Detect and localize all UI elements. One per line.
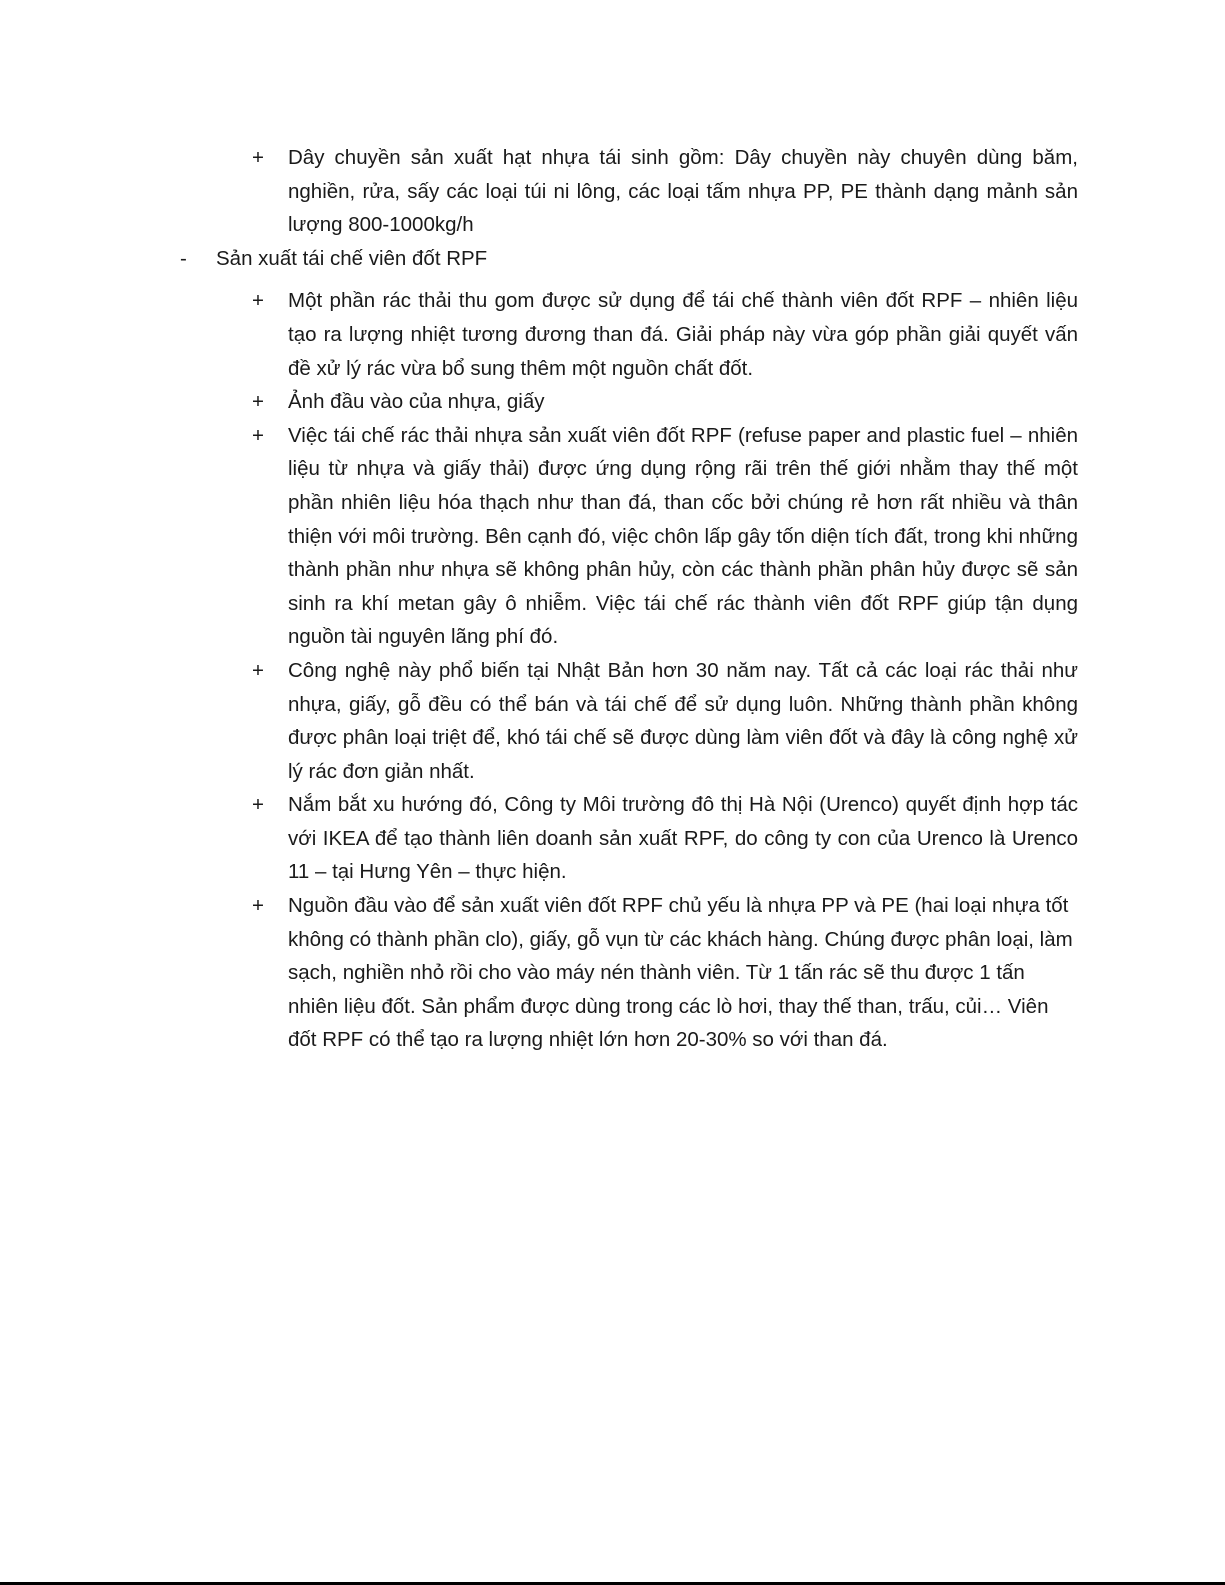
list-item-text: Sản xuất tái chế viên đốt RPF (216, 246, 488, 270)
plus-bullet-icon: + (252, 390, 264, 414)
plus-bullet-icon: + (252, 894, 264, 918)
list-item-text: Nắm bắt xu hướng đó, Công ty Môi trường đô thị Hà Nội (Urenco) quyết định hợp tác với IKEA để tạo thành liên doanh sản xuất RPF, do công ty con của Urenco là Urenco 11 – tại Hưng Yên – thực hiện. (288, 793, 1078, 884)
plus-bullet-icon: + (252, 146, 264, 169)
list-item-heading (0, 242, 1078, 276)
list-item-text: Nguồn đầu vào để sản xuất viên đốt RPF chủ yếu là nhựa PP và PE (hai loại nhựa tốt không có thành phần clo), giấy, gỗ vụn từ các khách hàng. Chúng được phân loại, làm sạch, nghiền nhỏ rồi cho vào máy nén thành viên. Từ 1 tấn rác sẽ thu được 1 tấn nhiên liệu đốt. Sản phẩm được dùng trong các lò hơi, thay thế than, trấu, củi… Viên đốt RPF có thể tạo ra lượng nhiệt lớn hơn 20-30% so với than đá. (288, 894, 1073, 1052)
plus-bullet-icon: + (252, 793, 264, 817)
list-item (0, 419, 1078, 654)
document-body (0, 141, 1225, 1057)
list-item (0, 385, 1078, 419)
list-item (0, 284, 1078, 385)
plus-bullet-icon: + (252, 658, 264, 682)
dash-bullet-icon: - (180, 246, 187, 270)
list-item (0, 889, 1078, 1057)
list-item-text: Ảnh đầu vào của nhựa, giấy (288, 390, 545, 414)
plus-bullet-icon: + (252, 289, 264, 313)
list-item (0, 788, 1078, 889)
list-item-text: Công nghệ này phổ biến tại Nhật Bản hơn 30 năm nay. Tất cả các loại rác thải như nhựa, giấy, gỗ đều có thể bán và tái chế để sử dụng luôn. Những thành phần không được phân loại triệt để, khó tái chế sẽ được dùng làm viên đốt và đây là công nghệ xử lý rác đơn giản nhất. (288, 658, 1078, 783)
list-item-text: Dây chuyền sản xuất hạt nhựa tái sinh gồm: Dây chuyền này chuyên dùng băm, nghiền, rửa, sấy các loại túi ni lông, các loại tấm nhựa PP, PE thành dạng mảnh sản lượng 800-1000kg/h (288, 146, 1078, 237)
list-item-text: Việc tái chế rác thải nhựa sản xuất viên đốt RPF (refuse paper and plastic fuel – nhiên liệu từ nhựa và giấy thải) được ứng dụng rộng rãi trên thế giới nhằm thay thế một phần nhiên liệu hóa thạch như than đá, than cốc bởi chúng rẻ hơn rất nhiều và thân thiện với môi trường. Bên cạnh đó, việc chôn lấp gây tốn diện tích đất, trong khi những thành phần như nhựa sẽ không phân hủy, còn các thành phần phân hủy được sẽ sản sinh ra khí metan gây ô nhiễm. Việc tái chế rác thành viên đốt RPF giúp tận dụng nguồn tài nguyên lãng phí đó. (288, 423, 1078, 649)
list-item (0, 141, 1078, 242)
list-item (0, 654, 1078, 788)
plus-bullet-icon: + (252, 423, 264, 447)
list-item-text: Một phần rác thải thu gom được sử dụng để tái chế thành viên đốt RPF – nhiên liệu tạo ra lượng nhiệt tương đương than đá. Giải pháp này vừa góp phần giải quyết vấn đề xử lý rác vừa bổ sung thêm một nguồn chất đốt. (288, 289, 1078, 380)
